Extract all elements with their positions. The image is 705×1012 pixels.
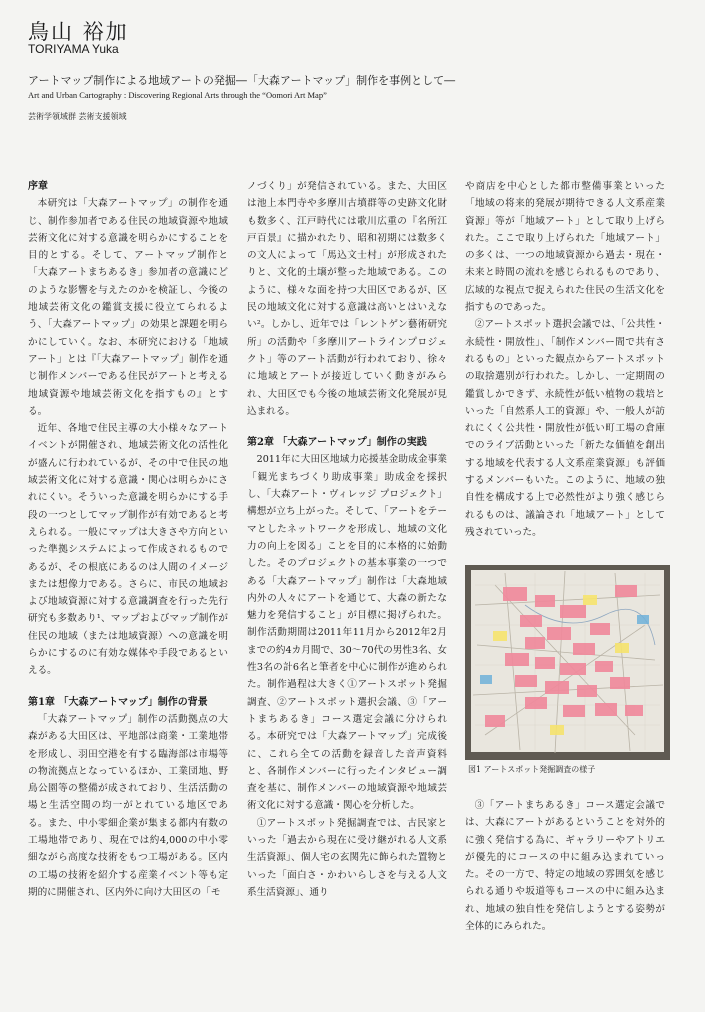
- column-2: [247, 178, 447, 901]
- paragraph: 本研究は「大森アートマップ」の制作を通じ、制作参加者である住民の地域資源や地域芸術文化に対する意識を明らかにすることを目的とする。そして、アートマップ制作と「大森アートまちあるき」参加者の意識にどのような影響を与えたのかを検証し、今後の地域芸術文化の鑑賞支援に役立てられるよう、「大森アートマップ」の効果と課題を明らかにしていく。なお、本研究における「地域アート」とは『「大森アートマップ」制作を通じ制作メンバーである住民がアートと考える地域資源や地域芸術文化を指すもの』とする。: [28, 198, 228, 417]
- author-name-en: TORIYAMA Yuka: [28, 42, 119, 56]
- paragraph: 近年、各地で住民主導の大小様々なアートイベントが開催され、地域芸術文化の活性化が盛んに行われているが、その中で住民の地域芸術文化に対する意識・関心は明らかにされにくい。そういった意識を明らかにする手段の一つとしてマップ制作が有効であると考えられる。一般にマップは大きさや方向といった準拠システムによって作成されるものであるが、その根底にあるのは人間のイメージまたは想像力である。さらに、市民の地域および地域資源に対する意識調査を行った先行研究も多数あり¹、マップおよびマップ制作が住民の地域（または地域資源）への意識を明らかにするのに有効な媒体や手段であるといえる。: [28, 423, 228, 677]
- figure-photo-map-with-sticky-notes: [465, 565, 670, 760]
- author-name-ja: 鳥山 裕加: [28, 20, 129, 44]
- column-3: [465, 178, 665, 541]
- column-1: [28, 178, 228, 901]
- paragraph: 「大森アートマップ」制作の活動拠点の大森がある大田区は、平地部は商業・工業地帯を形成し、羽田空港を有する臨海部は市場等の物流拠点となっているほか、工業団地、野鳥公園等の整備が成されており、生活活動の場と生活空間の均一がとれている地区である。また、中小零細企業が集まる都内有数の工場地帯であり、現在では約4,000の中小零細ながら高度な技術をもつ工場がある。区内の工場の技術を紹介する産業イベント等も定期的に開催され、区内外に向け大田区の「モ: [28, 713, 228, 898]
- title-en: Art and Urban Cartography : Discovering Regional Arts through the “Oomori Art Map”: [28, 90, 327, 100]
- paragraph: や商店を中心とした都市整備事業といった「地域の将来的発展が期待できる人文系産業資源」等が「地域アート」として取り上げられた。ここで取り上げられた「地域アート」の多くは、一つの地域資源から過去・現在・未来と時間の流れを感じられるものであり、広域的な視点で捉えられた住民の生活文化を指すものであった。: [465, 181, 665, 314]
- paragraph: ノづくり」が発信されている。また、大田区は池上本門寺や多摩川古墳群等の史跡文化財も数多く、江戸時代には歌川広重の『名所江戸百景』に描かれたり、昭和初期には数多くの文人によって「馬込文士村」が形成されたりと、文化的土壌が整った地域である。このように、様々な面を持つ大田区であるが、区民の地域文化に対する意識は高いとはいえない²。しかし、近年では「レントゲン藝術研究所」の活動や「多摩川アートラインプロジェクト」等のアート活動が行われており、徐々に地域とアートが接近していく動きがみられ、大田区でも今後の地域芸術文化発展が見込まれる。: [247, 181, 447, 417]
- section-heading-chapter2: 第2章 「大森アートマップ」制作の実践: [247, 437, 427, 449]
- paragraph: 2011年に大田区地域力応援基金助成金事業「観光まちづくり助成事業」助成金を採択し、「大森アート・ヴィレッジ プロジェクト」構想が立ち上がった。そして、「アートをテーマとしたネットワークを形成し、地域の文化力の向上を図る」ことを目的に本格的に始動した。そのプロジェクトの基本事業の一つである「大森アートマップ」制作は「大森地域内外の人々にアートを通じて、大森の新たな魅力を発信すること」が目標に掲げられた。制作活動期間は2011年11月から2012年2月までの約4カ月間で、30～70代の男性3名、女性3名の計6名と筆者を中心に制作が進められた。制作過程は大きく①アートスポット発掘調査、②アートスポット選択会議、③「アートまちあるき」コース選定会議に分けられる。本研究では「大森アートマップ」完成後に、これら全ての活動を録音した音声資料と、各制作メンバーに行ったインタビュー調査を基に、制作メンバーの地域資源や地域芸術文化に対する意識・関心を分析した。: [247, 454, 447, 812]
- research-field: 芸術学領域群 芸術支援領域: [28, 112, 127, 121]
- paragraph: ③「アートまちあるき」コース選定会議では、大森にアートがあるということを対外的に強く発信する為に、ギャラリーやアトリエが優先的にコースの中に組み込まれていった。その一方で、特定の地域の雰囲気を感じられる通りや坂道等もコースの中に組み込まれ、地域の独自性を発信しようとする姿勢が全体的にみられた。: [465, 800, 665, 933]
- paragraph: ②アートスポット選択会議では、「公共性・永続性・開放性」、「制作メンバー間で共有されるもの」といった観点からアートスポットの取捨選別が行われた。しかし、一定期間の鑑賞しかできず、永続性が低い植物の栽培といった「自然系人工的資源」や、一般人が訪れにくく公共性・開放性が低い町工場の倉庫でのライブ活動といった「新たな価値を創出する地域を代表する人文系産業資源」も評価するメンバーもいた。このように、地域の独自性を構成する上で必然性がより強く感じられるものは、議論され「地域アート」として残されていった。: [465, 319, 665, 538]
- section-heading-intro: 序章: [28, 181, 48, 192]
- paragraph: ①アートスポット発掘調査では、古民家といった「過去から現在に受け継がれる人文系生活資源」、個人宅の玄関先に飾られた置物といった「面白さ・かわいらしさを与える人文系生活資源」、通り: [247, 817, 447, 898]
- title-ja: アートマップ制作による地域アートの発掘―「大森アートマップ」制作を事例として―: [28, 74, 456, 87]
- column-3-continued: [465, 797, 665, 935]
- section-heading-chapter1: 第1章 「大森アートマップ」制作の背景: [28, 696, 208, 708]
- figure-caption: 図1 アートスポット発掘調査の様子: [468, 765, 596, 774]
